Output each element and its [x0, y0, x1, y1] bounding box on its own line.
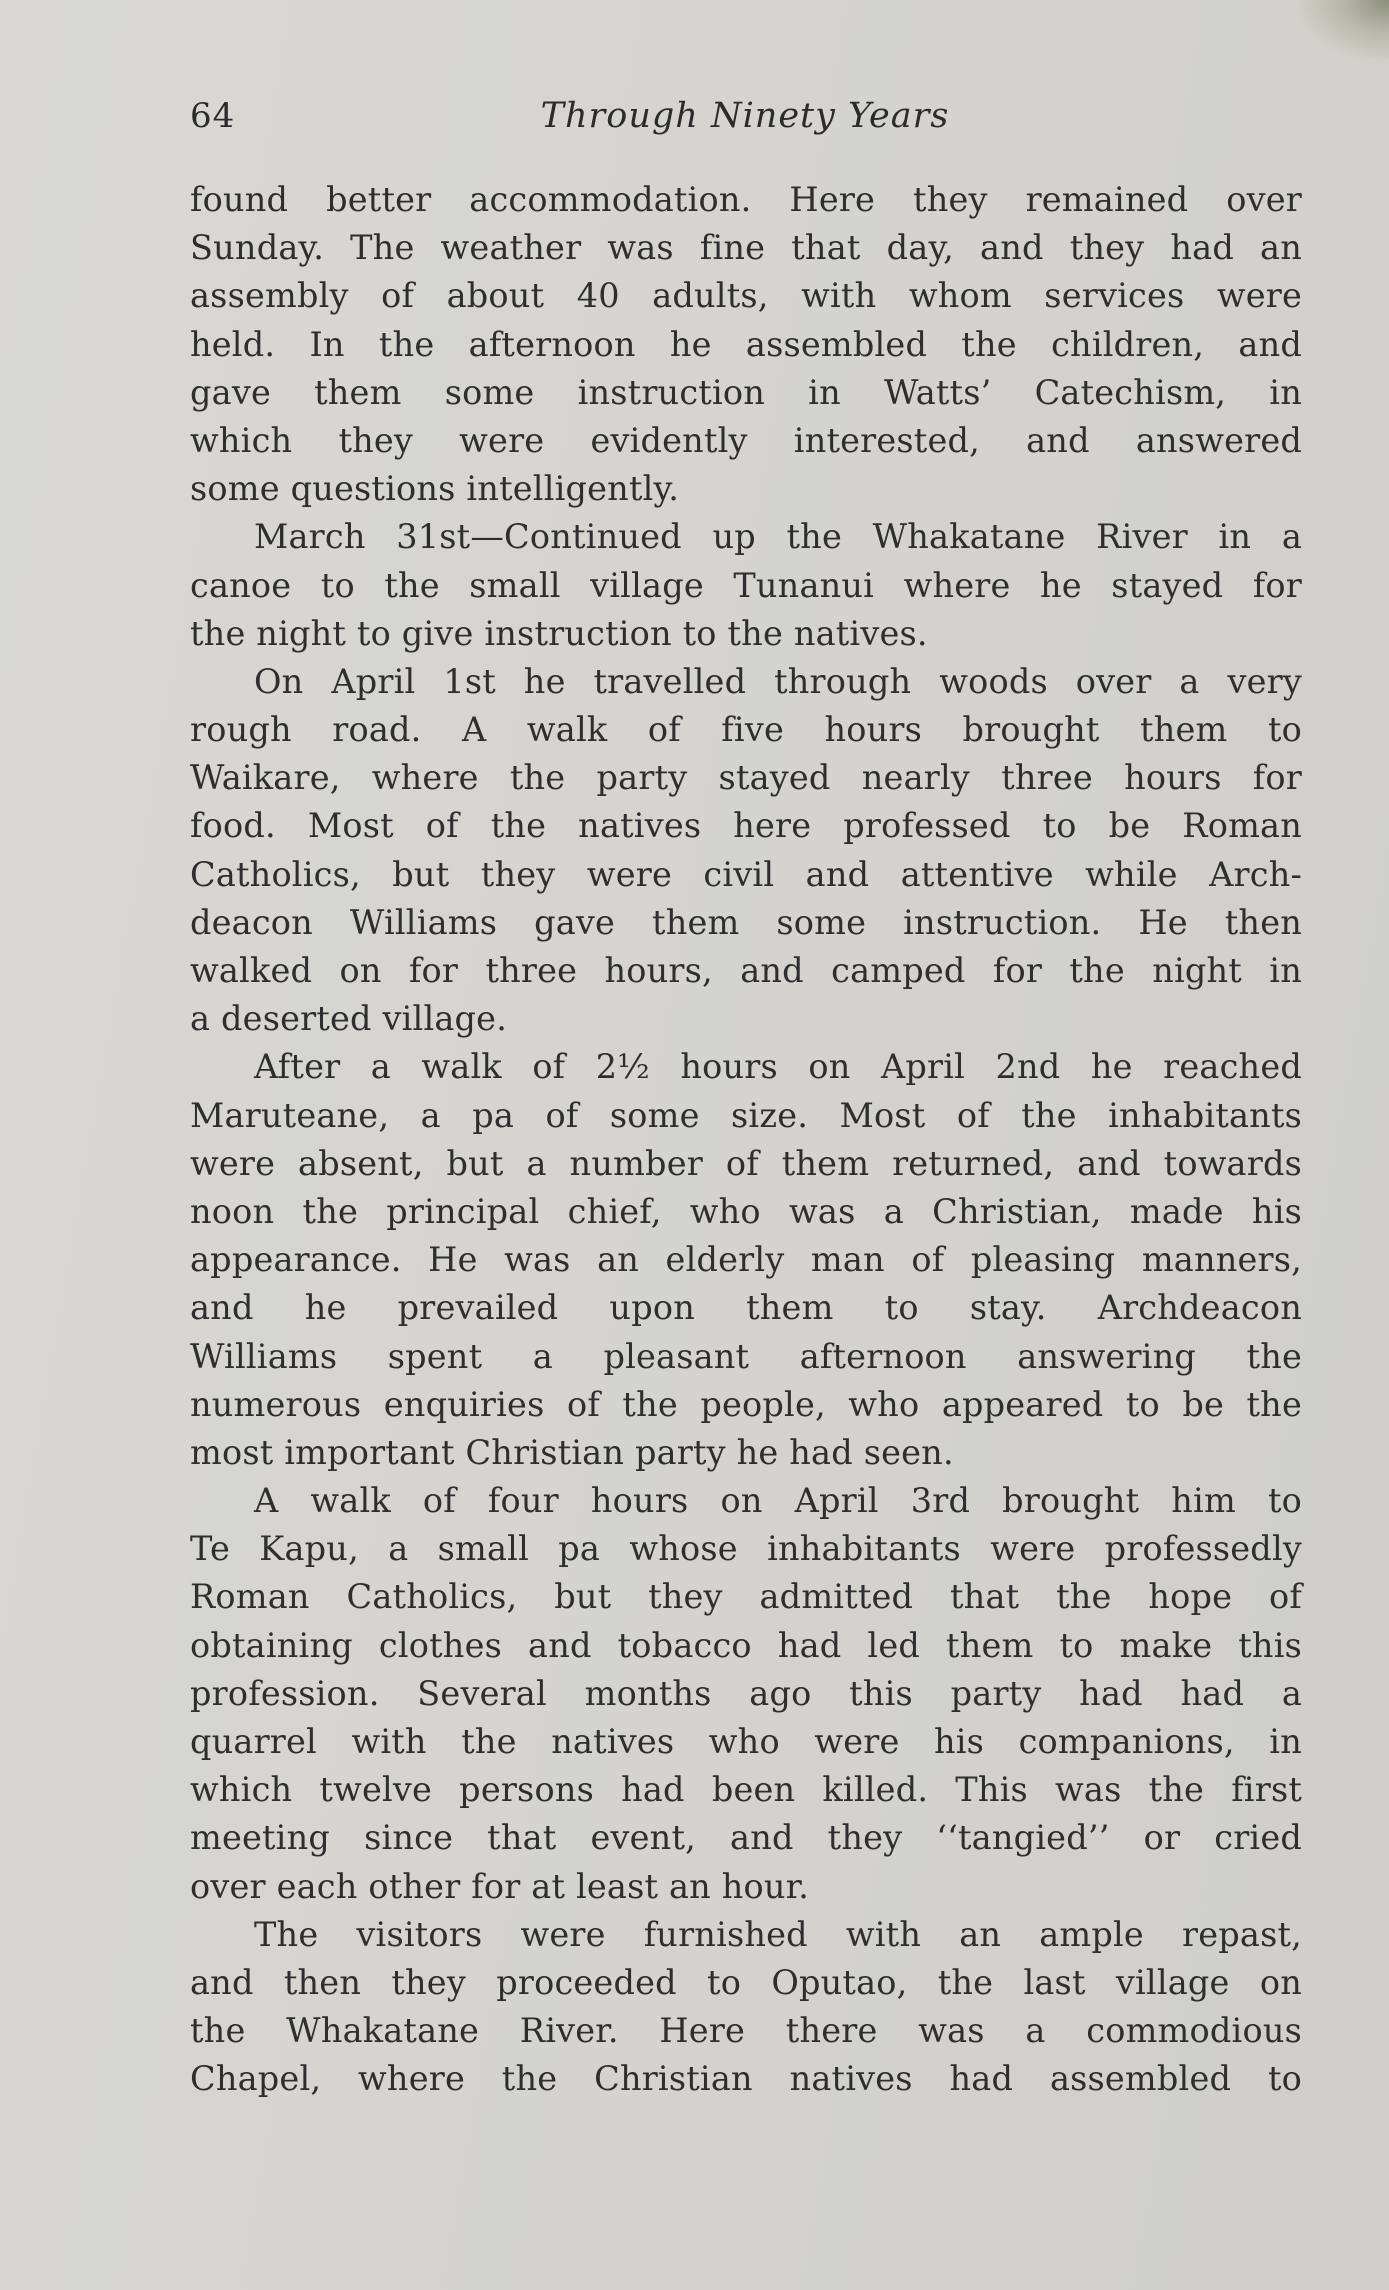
text-line: which they were evidently interested, and answered [190, 420, 1302, 460]
text-line: After a walk of 2½ hours on April 2nd he reached [254, 1047, 1302, 1087]
text-line: On April 1st he travelled through woods over a very [254, 661, 1302, 701]
text-line: which twelve persons had been killed. This was the first [190, 1770, 1302, 1810]
body-text [190, 176, 1302, 2104]
text-line: deacon Williams gave them some instruction. He then [190, 902, 1302, 942]
text-line: assembly of about 40 adults, with whom services were [190, 276, 1302, 316]
text-line: the night to give instruction to the natives. [190, 613, 928, 653]
text-line: most important Christian party he had seen. [190, 1432, 954, 1472]
text-line: the Whakatane River. Here there was a commodious [190, 2011, 1302, 2051]
text-line: appearance. He was an elderly man of pleasing manners, [190, 1240, 1302, 1280]
text-line: Chapel, where the Christian natives had assembled to [190, 2059, 1302, 2099]
text-line: and he prevailed upon them to stay. Archdeacon [190, 1288, 1302, 1328]
text-line: numerous enquiries of the people, who appeared to be the [190, 1384, 1302, 1424]
text-line: held. In the afternoon he assembled the children, and [190, 324, 1302, 364]
text-line: noon the principal chief, who was a Christian, made his [190, 1191, 1302, 1231]
text-line: Williams spent a pleasant afternoon answering the [190, 1336, 1302, 1376]
text-line: a deserted village. [190, 999, 508, 1039]
text-line: Catholics, but they were civil and attentive while Arch- [190, 854, 1302, 894]
text-line: food. Most of the natives here professed to be Roman [190, 806, 1302, 846]
text-line: Te Kapu, a small pa whose inhabitants were professedly [190, 1529, 1302, 1569]
text-line: Waikare, where the party stayed nearly three hours for [190, 758, 1302, 798]
text-line: profession. Several months ago this party had had a [190, 1673, 1302, 1713]
text-line: The visitors were furnished with an ample repast, [254, 1914, 1302, 1954]
text-line: rough road. A walk of five hours brought them to [190, 710, 1302, 750]
text-line: canoe to the small village Tunanui where he stayed for [190, 565, 1302, 605]
text-line: found better accommodation. Here they remained over [190, 180, 1302, 219]
page-header [190, 96, 1300, 156]
text-line: Roman Catholics, but they admitted that the hope of [190, 1577, 1302, 1617]
text-line: Maruteane, a pa of some size. Most of the inhabitants [190, 1095, 1302, 1135]
text-line: over each other for at least an hour. [190, 1866, 810, 1906]
text-line: gave them some instruction in Watts’ Catechism, in [190, 372, 1302, 412]
text-line: obtaining clothes and tobacco had led them to make this [190, 1625, 1302, 1665]
text-line: walked on for three hours, and camped for the night in [190, 951, 1302, 990]
text-line: and then they proceeded to Oputao, the last village on [190, 1962, 1302, 2002]
page-corner-shadow [1299, 0, 1389, 60]
page-number: 64 [190, 96, 236, 136]
running-title: Through Ninety Years [540, 96, 950, 136]
text-line: were absent, but a number of them returned, and towards [190, 1143, 1302, 1183]
text-line: Sunday. The weather was fine that day, and they had an [190, 228, 1302, 268]
text-line: March 31st—Continued up the Whakatane River in a [254, 517, 1302, 557]
text-line: some questions intelligently. [190, 469, 680, 509]
text-line: A walk of four hours on April 3rd brought him to [254, 1481, 1302, 1521]
text-line: quarrel with the natives who were his companions, in [190, 1722, 1302, 1761]
text-line: meeting since that event, and they ‘‘tangied’’ or cried [190, 1818, 1302, 1858]
